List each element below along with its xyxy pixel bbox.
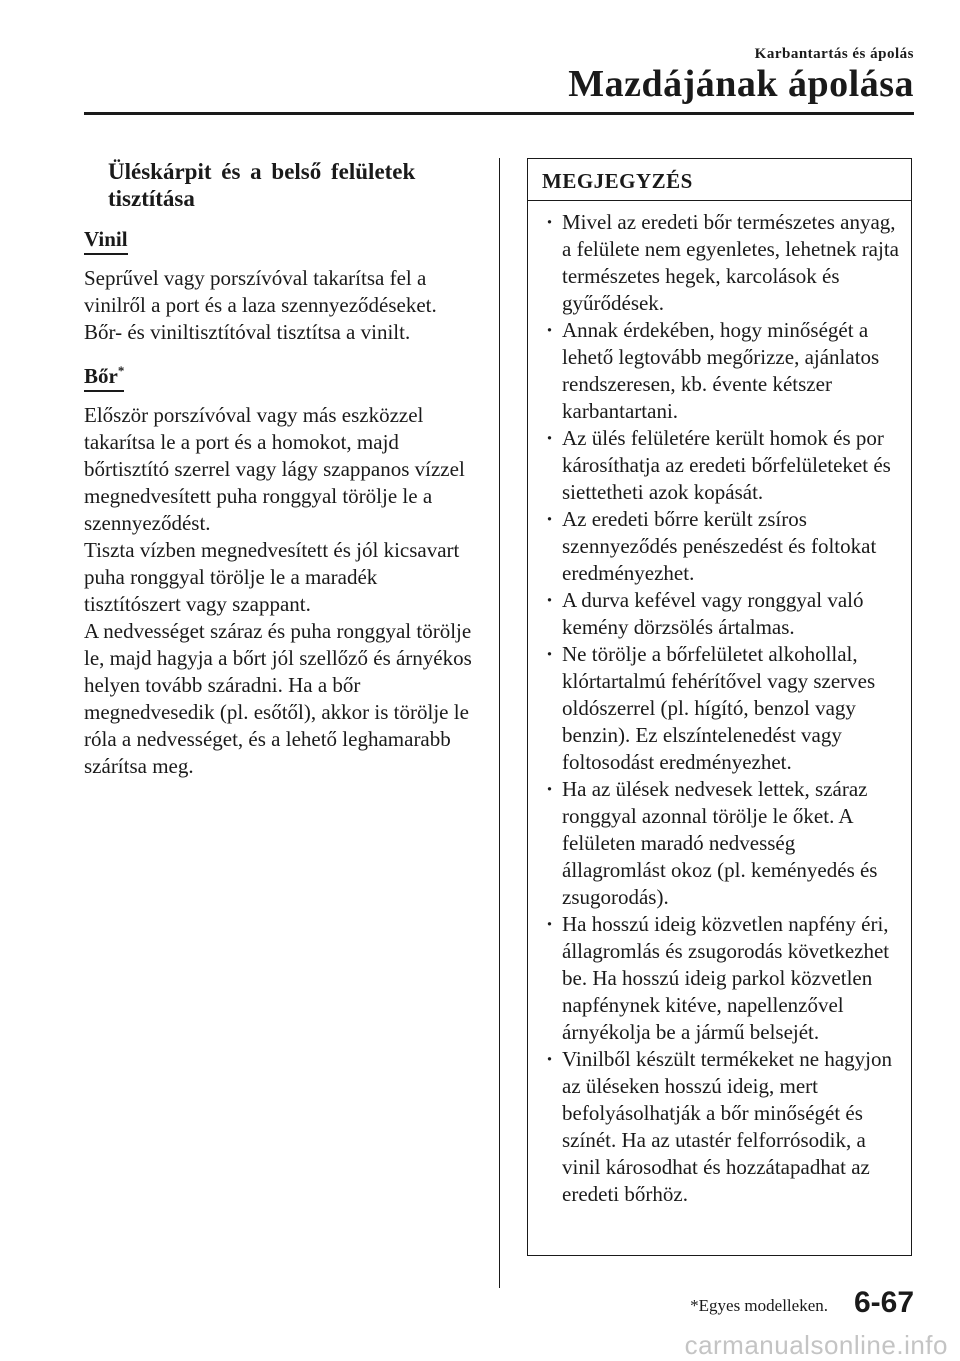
note-item-text: Az eredeti bőrre került zsíros szennyeződés penészedést és foltokat eredményezhet. [562, 507, 877, 585]
note-item-text: Az ülés felületére került homok és por károsíthatja az eredeti bőrfelületeket és siettetheti azok kopását. [562, 426, 891, 504]
page-title: Mazdájának ápolása [568, 63, 914, 105]
bullet-icon: · [546, 642, 554, 666]
bullet-icon: · [546, 912, 554, 936]
note-item-text: Ha hosszú ideig közvetlen napfény éri, állagromlás és zsugorodás következhet be. Ha hosszú ideig parkol közvetlen napfénynek kitéve, napellenzővel árnyékolja be a jármű belsejét. [562, 912, 890, 1044]
bullet-icon: · [546, 777, 554, 801]
note-box [527, 158, 912, 1256]
column-divider [499, 158, 500, 1288]
page-number: 6-67 [853, 1286, 914, 1319]
bullet-icon: · [546, 210, 554, 234]
left-column [84, 158, 476, 792]
vinyl-paragraph: Seprűvel vagy porszívóval takarítsa fel a vinilről a port és a laza szennyeződéseket. Bőr- és viniltisztítóval tisztítsa a vinilt. [84, 266, 437, 344]
note-item [542, 209, 901, 317]
vinyl-heading-text: Vinil [84, 227, 128, 251]
note-item [542, 506, 901, 587]
note-item [542, 911, 901, 1046]
watermark: carmanualsonline.info [684, 1330, 948, 1360]
note-item [542, 1046, 901, 1208]
footnote: *Egyes modelleken. [690, 1296, 828, 1315]
section-label: Karbantartás és ápolás [754, 46, 914, 62]
bullet-icon: · [546, 588, 554, 612]
note-item-text: Vinilből készült termékeket ne hagyjon az üléseken hosszú ideig, mert befolyásolhatják a bőr minőségét és színét. Ha az utastér felforrósodik, a vinil károsodhat és hozzátapadhat az eredeti bőrhöz. [562, 1047, 892, 1206]
leather-footnote-marker: * [117, 363, 125, 378]
vinyl-heading [84, 226, 128, 255]
note-item [542, 776, 901, 911]
note-item-text: Ha az ülések nedvesek lettek, száraz ronggyal azonnal törölje le őket. A felületen maradó nedvesség állagromlást okoz (pl. keményedés és zsugorodás). [562, 777, 878, 909]
header-rule [84, 112, 914, 115]
bullet-icon: · [546, 318, 554, 342]
bullet-icon: · [546, 1047, 554, 1071]
bullet-icon: · [546, 507, 554, 531]
leather-paragraph-1: Először porszívóval vagy más eszközzel takarítsa le a port és a homokot, majd bőrtisztító szerrel vagy lágy szappanos vízzel megnedvesített puha ronggyal törölje le a szennyeződést. [84, 403, 465, 535]
note-item [542, 641, 901, 776]
note-item-text: Mivel az eredeti bőr természetes anyag, a felülete nem egyenletes, lehetnek rajta természetes hegek, karcolások és gyűrődések. [562, 210, 899, 315]
note-item [542, 587, 901, 641]
leather-heading [84, 358, 124, 392]
note-item [542, 317, 901, 425]
note-item-text: A durva kefével vagy ronggyal való kemény dörzsölés ártalmas. [562, 588, 864, 639]
note-item-text: Annak érdekében, hogy minőségét a lehető legtovább megőrizze, ajánlatos rendszeresen, kb. évente kétszer karbantartani. [562, 318, 880, 423]
leather-paragraph-2: Tiszta vízben megnedvesített és jól kicsavart puha ronggyal törölje le a maradék tisztítószert vagy szappant. [84, 538, 460, 616]
section-heading: Üléskárpit és a belső felületek tisztítása [108, 159, 416, 211]
note-item [542, 425, 901, 506]
note-list [528, 201, 911, 1208]
note-title: MEGJEGYZÉS [528, 159, 911, 201]
bullet-icon: · [546, 426, 554, 450]
leather-heading-text: Bőr [84, 364, 118, 388]
leather-paragraph-3: A nedvességet száraz és puha ronggyal törölje le, majd hagyja a bőrt jól szellőző és árnyékos helyen tovább száradni. Ha a bőr megnedvesedik (pl. esőtől), akkor is törölje le róla a nedvességet, és a lehető leghamarabb szárítsa meg. [84, 619, 472, 778]
note-item-text: Ne törölje a bőrfelületet alkohollal, klórtartalmú fehérítővel vagy szerves oldószerrel (pl. hígító, benzol vagy benzin). Ez elszíntelenedést vagy foltosodást eredményezhet. [562, 642, 876, 774]
